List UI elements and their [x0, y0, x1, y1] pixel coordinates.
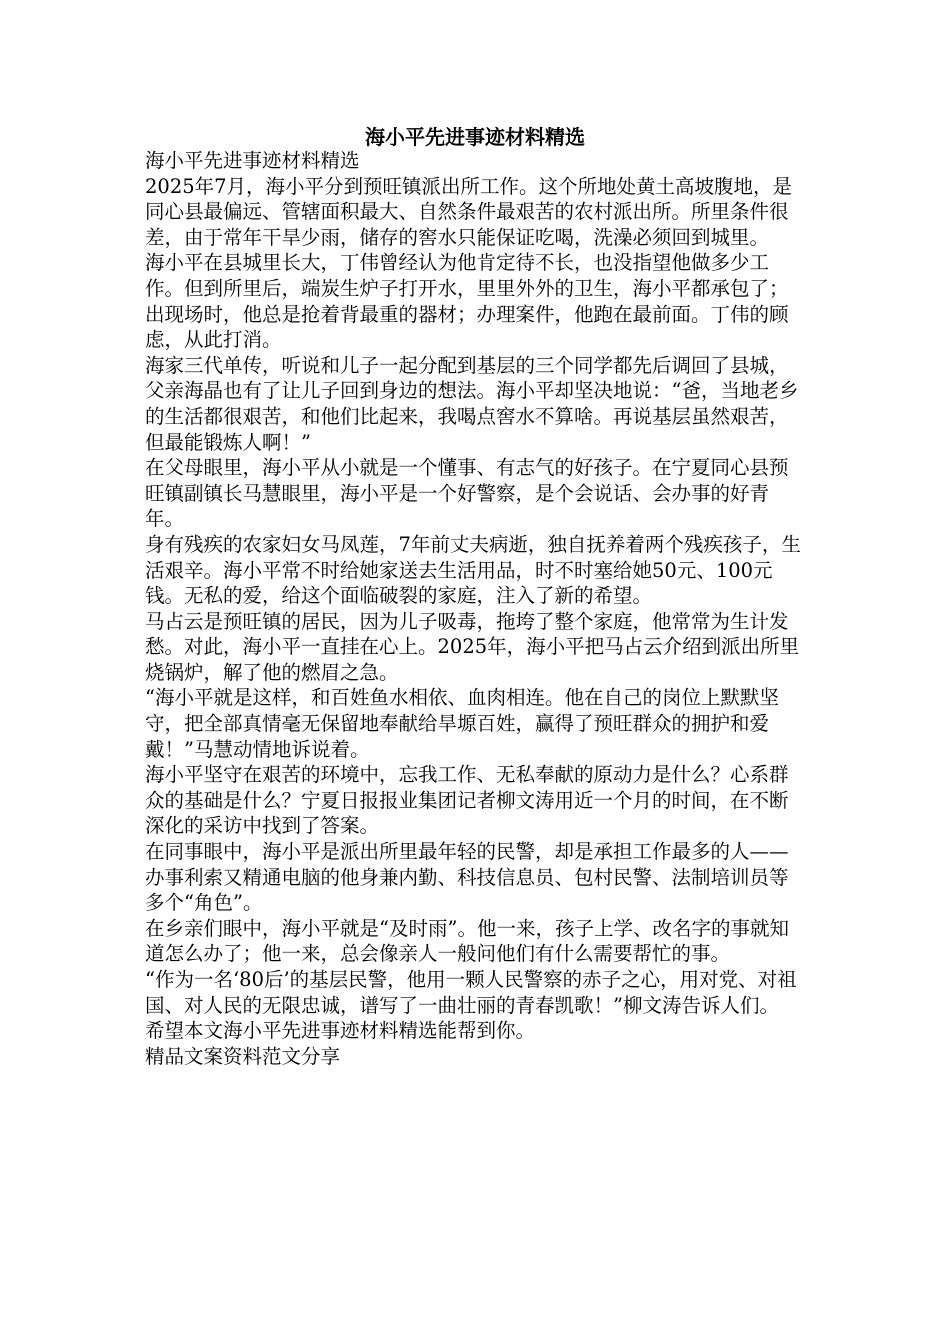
paragraph-closing: 希望本文海小平先进事迹材料精选能帮到你。 [145, 1019, 536, 1043]
paragraph: 马占云是预旺镇的居民，因为儿子吸毒，拖垮了整个家庭，他常常为生计发愁。对此，海小平一直挂在心上。2025年，海小平把马占云介绍到派出所里烧锅炉，解了他的燃眉之急。 [145, 609, 800, 684]
document-body [145, 148, 805, 1069]
paragraph: 在乡亲们眼中，海小平就是“及时雨”。他一来，孩子上学、改名字的事就知道怎么办了；他一来，总会像亲人一般问他们有什么需要帮忙的事。 [145, 916, 789, 966]
paragraph: 在同事眼中，海小平是派出所里最年轻的民警，却是承担工作最多的人——办事利索又精通电脑的他身兼内勤、科技信息员、包村民警、法制培训员等多个“角色”。 [145, 840, 789, 915]
paragraph-footer: 精品文案资料范文分享 [145, 1044, 341, 1068]
paragraph: 海小平坚守在艰苦的环境中，忘我工作、无私奉献的原动力是什么？心系群众的基础是什么？宁夏日报报业集团记者柳文涛用近一个月的时间，在不断深化的采访中找到了答案。 [145, 763, 789, 838]
paragraph: 海小平在县城里长大，丁伟曾经认为他肯定待不长，也没指望他做多少工作。但到所里后，端炭生炉子打开水，里里外外的卫生，海小平都承包了；出现场时，他总是抢着背最重的器材；办理案件，他跑在最前面。丁伟的顾虑，从此打消。 [145, 251, 789, 352]
document-title: 海小平先进事迹材料精选 [365, 125, 585, 149]
paragraph: 在父母眼里，海小平从小就是一个懂事、有志气的好孩子。在宁夏同心县预旺镇副镇长马慧眼里，海小平是一个好警察，是个会说话、会办事的好青年。 [145, 456, 789, 531]
paragraph: “海小平就是这样，和百姓鱼水相依、血肉相连。他在自己的岗位上默默坚守，把全部真情毫无保留地奉献给旱塬百姓，赢得了预旺群众的拥护和爱戴！”马慧动情地诉说着。 [145, 686, 779, 761]
paragraph: 身有残疾的农家妇女马凤莲，7年前丈夫病逝，独自抚养着两个残疾孩子，生活艰辛。海小平常不时给她家送去生活用品，时不时塞给她50元、100元钱。无私的爱，给这个面临破裂的家庭，注入了新的希望。 [145, 532, 801, 608]
paragraph-subtitle: 海小平先进事迹材料精选 [145, 149, 360, 172]
paragraph: 2025年7月，海小平分到预旺镇派出所工作。这个所地处黄土高坡腹地，是同心县最偏远、管辖面积最大、自然条件最艰苦的农村派出所。所里条件很差，由于常年干旱少雨，储存的窖水只能保证吃喝，洗澡必须回到城里。 [145, 174, 793, 249]
paragraph: 海家三代单传，听说和儿子一起分配到基层的三个同学都先后调回了县城，父亲海晶也有了让儿子回到身边的想法。海小平却坚决地说：“爸，当地老乡的生活都很艰苦，和他们比起来，我喝点窖水不算啥。再说基层虽然艰苦，但最能锻炼人啊！” [145, 353, 799, 454]
paragraph: “作为一名‘80后’的基层民警，他用一颗人民警察的赤子之心，用对党、对祖国、对人民的无限忠诚，谱写了一曲壮丽的青春凯歌！”柳文涛告诉人们。 [145, 968, 797, 1017]
